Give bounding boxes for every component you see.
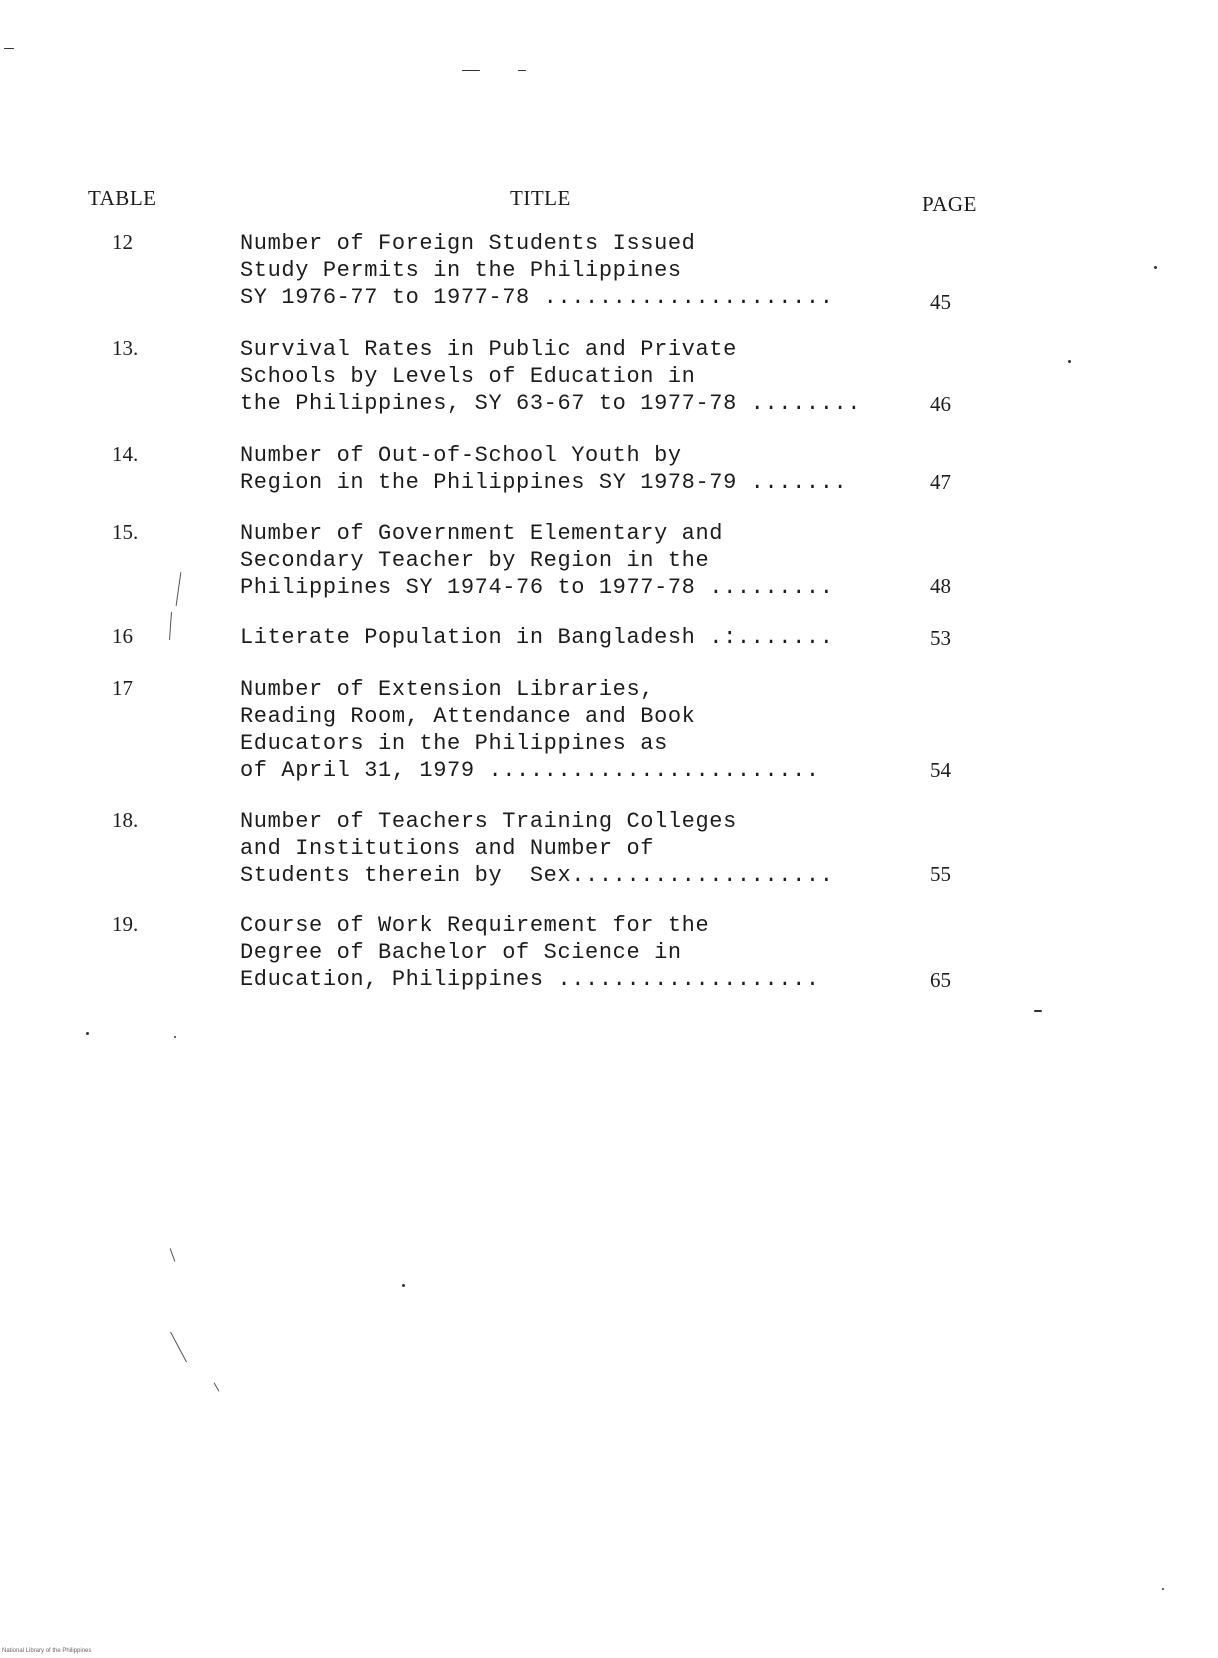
scan-footer: National Library of the Philippines (2, 1648, 92, 1654)
scan-speck (4, 48, 14, 49)
page-number: 53 (930, 626, 951, 650)
scan-speck (402, 1284, 405, 1287)
table-number: 19. (112, 912, 139, 936)
scan-speck (462, 70, 480, 71)
page-number: 54 (930, 758, 951, 782)
entry-title: Survival Rates in Public and Private Schools by Levels of Education in the Philippines, SY 63-67 to 1977-78 ........ (240, 337, 862, 416)
table-number: 18. (112, 808, 139, 832)
column-header-page: PAGE (922, 192, 977, 216)
scan-speck (174, 1036, 176, 1038)
column-header-table: TABLE (88, 186, 157, 210)
scan-mark (176, 572, 182, 606)
page-number: 65 (930, 968, 951, 992)
table-number: 15. (112, 520, 139, 544)
entry-title: Number of Government Elementary and Secondary Teacher by Region in the Philippines SY 1974-76 to 1977-78 ......... (240, 521, 834, 600)
page-number: 47 (930, 470, 951, 494)
table-number: 14. (112, 442, 139, 466)
entry-title: Number of Extension Libraries, Reading Room, Attendance and Book Educators in the Philippines as of April 31, 1979 ........................ (240, 677, 820, 783)
page-number: 55 (930, 862, 951, 886)
page-number: 46 (930, 392, 951, 416)
scan-speck (1068, 360, 1071, 363)
scan-speck (1034, 1010, 1042, 1012)
table-number: 17 (112, 676, 133, 700)
page-number: 45 (930, 290, 951, 314)
entry-title: Literate Population in Bangladesh .:....... (240, 625, 834, 650)
scan-speck (1162, 1588, 1164, 1590)
table-number: 12 (112, 230, 133, 254)
entry-title: Number of Out-of-School Youth by Region in the Philippines SY 1978-79 ....... (240, 443, 848, 495)
scan-speck (1154, 266, 1157, 269)
scan-speck (518, 70, 526, 71)
entry-title: Number of Teachers Training Colleges and Institutions and Number of Students therein by Sex................... (240, 809, 834, 888)
scan-speck (86, 1032, 89, 1035)
entry-title: Number of Foreign Students Issued Study Permits in the Philippines SY 1976-77 to 1977-78 ..................... (240, 231, 834, 310)
scan-mark (169, 612, 172, 640)
scan-mark (170, 1248, 176, 1261)
scan-mark (214, 1382, 220, 1391)
scan-mark (170, 1332, 187, 1362)
table-number: 16 (112, 624, 133, 648)
column-header-title: TITLE (510, 186, 571, 210)
table-number: 13. (112, 336, 139, 360)
page-number: 48 (930, 574, 951, 598)
entry-title: Course of Work Requirement for the Degree of Bachelor of Science in Education, Philippines ................... (240, 913, 820, 992)
